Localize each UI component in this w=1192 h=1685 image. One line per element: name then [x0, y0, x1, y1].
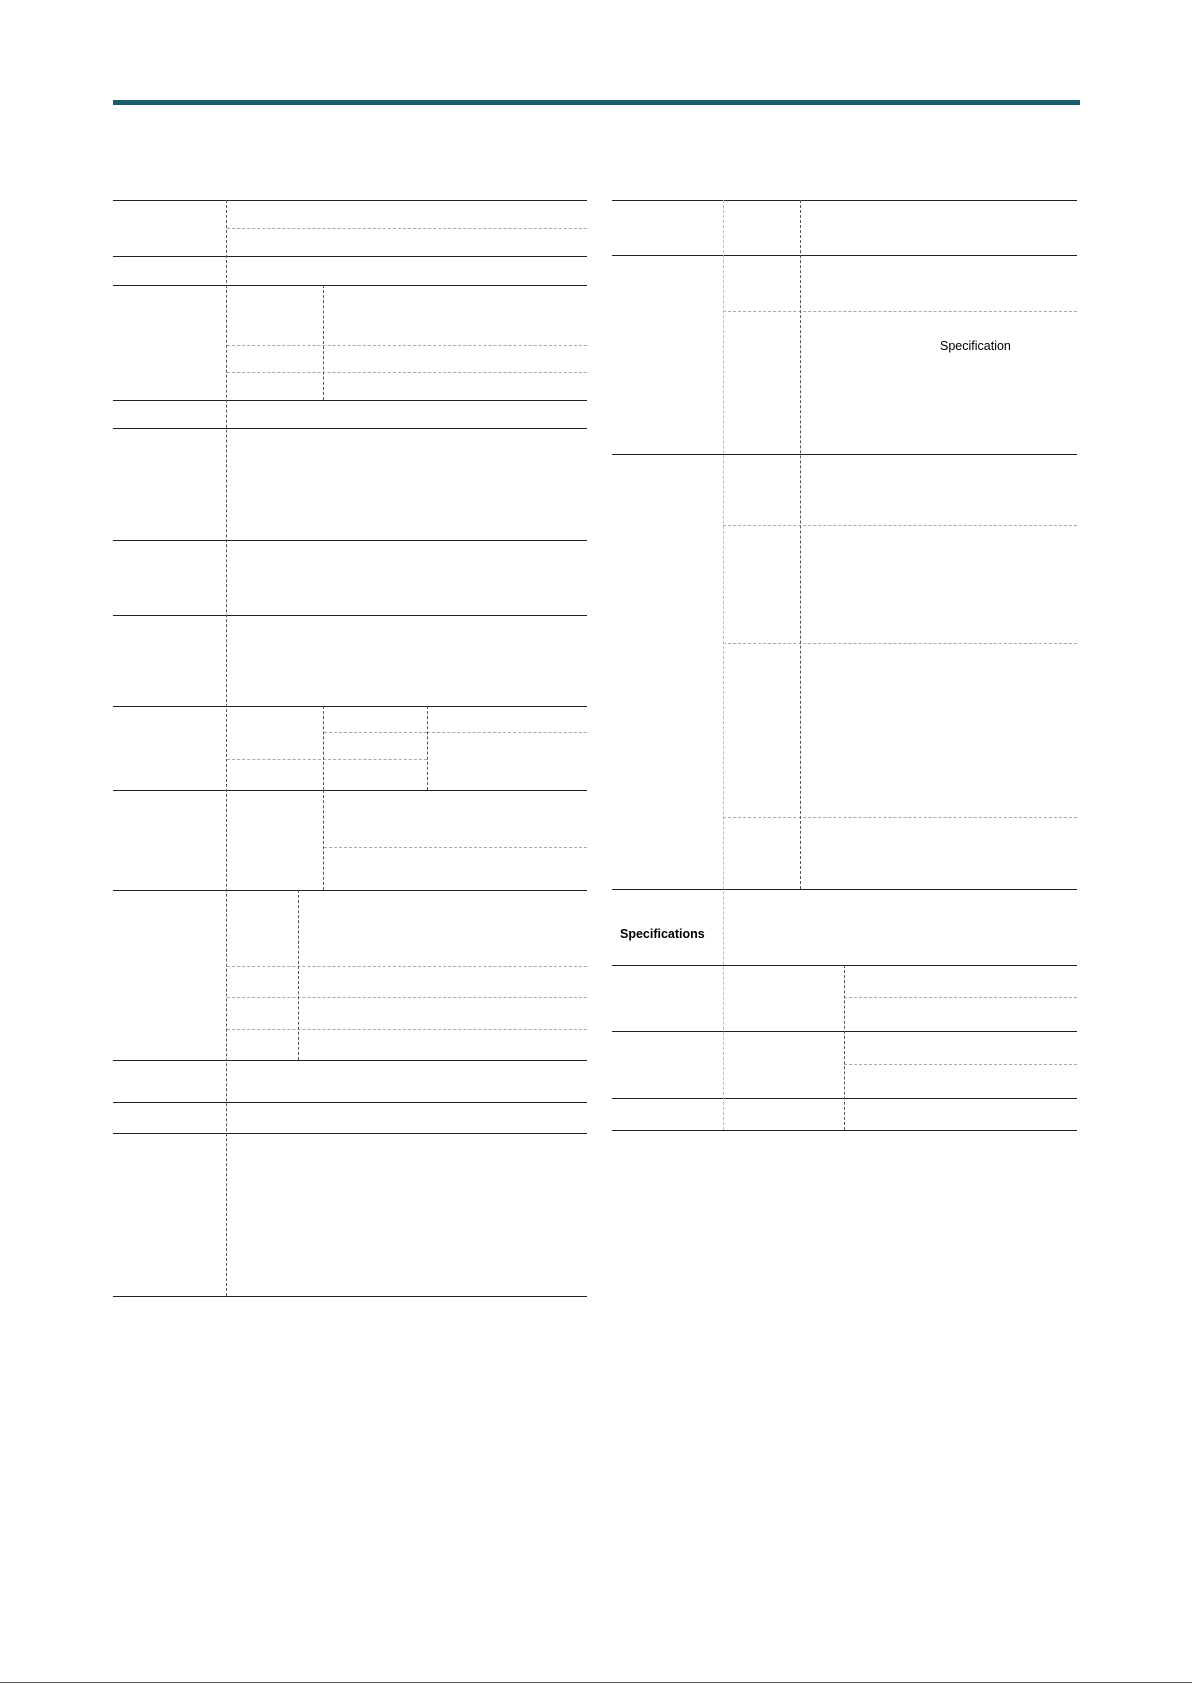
column-divider — [427, 706, 428, 790]
table-rule — [113, 1060, 587, 1061]
table-rule — [113, 706, 587, 707]
table-rule — [113, 1296, 587, 1297]
table-rule — [324, 847, 587, 848]
table-rule — [227, 759, 427, 760]
table-rule — [612, 889, 1077, 890]
table-rule — [612, 255, 1077, 256]
table-rule — [844, 997, 1077, 998]
table-rule — [227, 228, 587, 229]
column-divider — [298, 890, 299, 1060]
table-rule — [427, 732, 587, 733]
table-rule — [844, 1064, 1077, 1065]
specification-cell-label: Specification — [940, 339, 1011, 353]
column-divider — [226, 200, 227, 1296]
page-bottom-rule — [0, 1682, 1192, 1683]
table-rule — [113, 1102, 587, 1103]
table-rule — [227, 997, 587, 998]
table-rule — [324, 732, 427, 733]
table-rule — [113, 428, 587, 429]
table-rule — [723, 817, 1077, 818]
column-divider — [844, 965, 845, 1130]
table-rule — [227, 345, 587, 346]
column-divider — [323, 706, 324, 790]
column-divider — [723, 200, 724, 1130]
specifications-section-label: Specifications — [620, 927, 705, 941]
table-rule — [113, 400, 587, 401]
column-divider — [323, 790, 324, 890]
table-rule — [612, 200, 1077, 201]
table-rule — [113, 1133, 587, 1134]
table-rule — [113, 615, 587, 616]
table-rule — [612, 1130, 1077, 1131]
table-rule — [612, 454, 1077, 455]
table-rule — [113, 256, 587, 257]
table-rule — [227, 1029, 587, 1030]
column-divider — [800, 200, 801, 889]
table-rule — [723, 525, 1077, 526]
table-rule — [723, 311, 1077, 312]
table-rule — [113, 890, 587, 891]
table-rule — [113, 790, 587, 791]
table-rule — [113, 200, 587, 201]
header-accent-rule — [113, 100, 1080, 105]
table-rule — [113, 285, 587, 286]
table-rule — [227, 966, 587, 967]
table-rule — [227, 372, 587, 373]
table-rule — [113, 540, 587, 541]
table-rule — [723, 643, 1077, 644]
column-divider — [323, 285, 324, 400]
